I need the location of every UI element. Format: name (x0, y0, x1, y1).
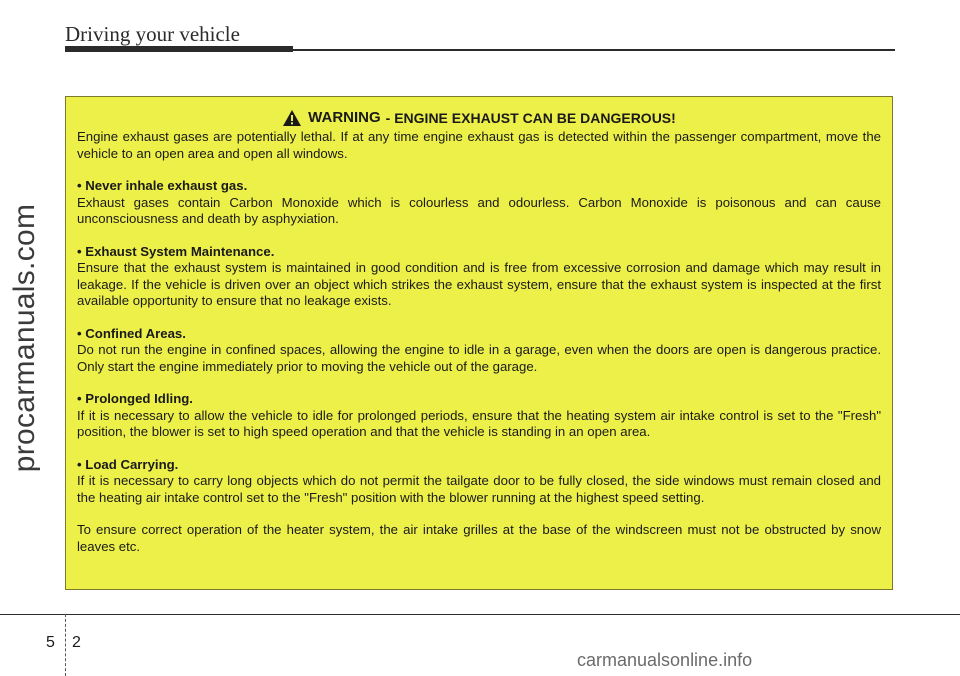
warning-triangle-icon (282, 109, 302, 127)
section-body-idling: If it is necessary to allow the vehicle to idle for prolonged periods, ensure that the heating system air intake control is set to the "Fresh" position, the blower is set to high speed operation and that the vehicle is standing in an open area. (77, 407, 881, 439)
section-heading-inhale: • Never inhale exhaust gas. (77, 178, 248, 193)
warning-subtitle: - ENGINE EXHAUST CAN BE DANGEROUS! (385, 109, 676, 126)
footer-watermark: carmanualsonline.info (577, 650, 753, 670)
section-body-maintenance: Ensure that the exhaust system is maintained in good condition and is free from excessive corrosion and damage which may result in leakage. If the vehicle is driven over an object which strikes the exhaust system, ensure that the exhaust system is inspected at the first available opportunity to ensure that no leakage exists. (77, 260, 881, 308)
warning-box (65, 96, 893, 590)
footer-divider (65, 614, 66, 676)
side-watermark (0, 0, 50, 676)
footer-rule (0, 614, 960, 615)
header-accent-bar (65, 46, 293, 52)
section-heading-load: • Load Carrying. (77, 456, 179, 472)
side-watermark-text: procarmanuals.com (8, 203, 41, 473)
section-body-confined: Do not run the engine in confined spaces, allowing the engine to idle in a garage, even when the doors are open is dangerous practice. Only start the engine immediately prior to moving the vehicle out of the garage. (77, 342, 881, 374)
warning-closing: To ensure correct operation of the heater system, the air intake grilles at the base of the windscreen must not be obstructed by snow leaves etc. (77, 522, 881, 554)
warning-title (77, 109, 881, 127)
page-number: 2 (72, 634, 81, 651)
warning-intro: Engine exhaust gases are potentially lethal. If at any time engine exhaust gas is detected within the passenger compartment, move the vehicle to an open area and open all windows. (77, 129, 881, 161)
section-heading-idling: • Prolonged Idling. (77, 391, 193, 406)
section-body-inhale: Exhaust gases contain Carbon Monoxide which is colourless and odourless. Carbon Monoxide is poisonous and can cause unconsciousness and death by asphyxiation. (77, 194, 881, 226)
section-heading-confined: • Confined Areas. (77, 325, 186, 341)
page-header-title: Driving your vehicle (65, 22, 240, 46)
section-heading-maintenance: • Exhaust System Maintenance. (77, 243, 275, 259)
chapter-number: 5 (46, 634, 55, 651)
warning-label: WARNING (308, 108, 381, 126)
section-body-load: If it is necessary to carry long objects which do not permit the tailgate door to be fully closed, the side windows must remain closed and the heating air intake control set to the "Fresh" position with the blower running at the highest speed setting. (77, 473, 881, 505)
